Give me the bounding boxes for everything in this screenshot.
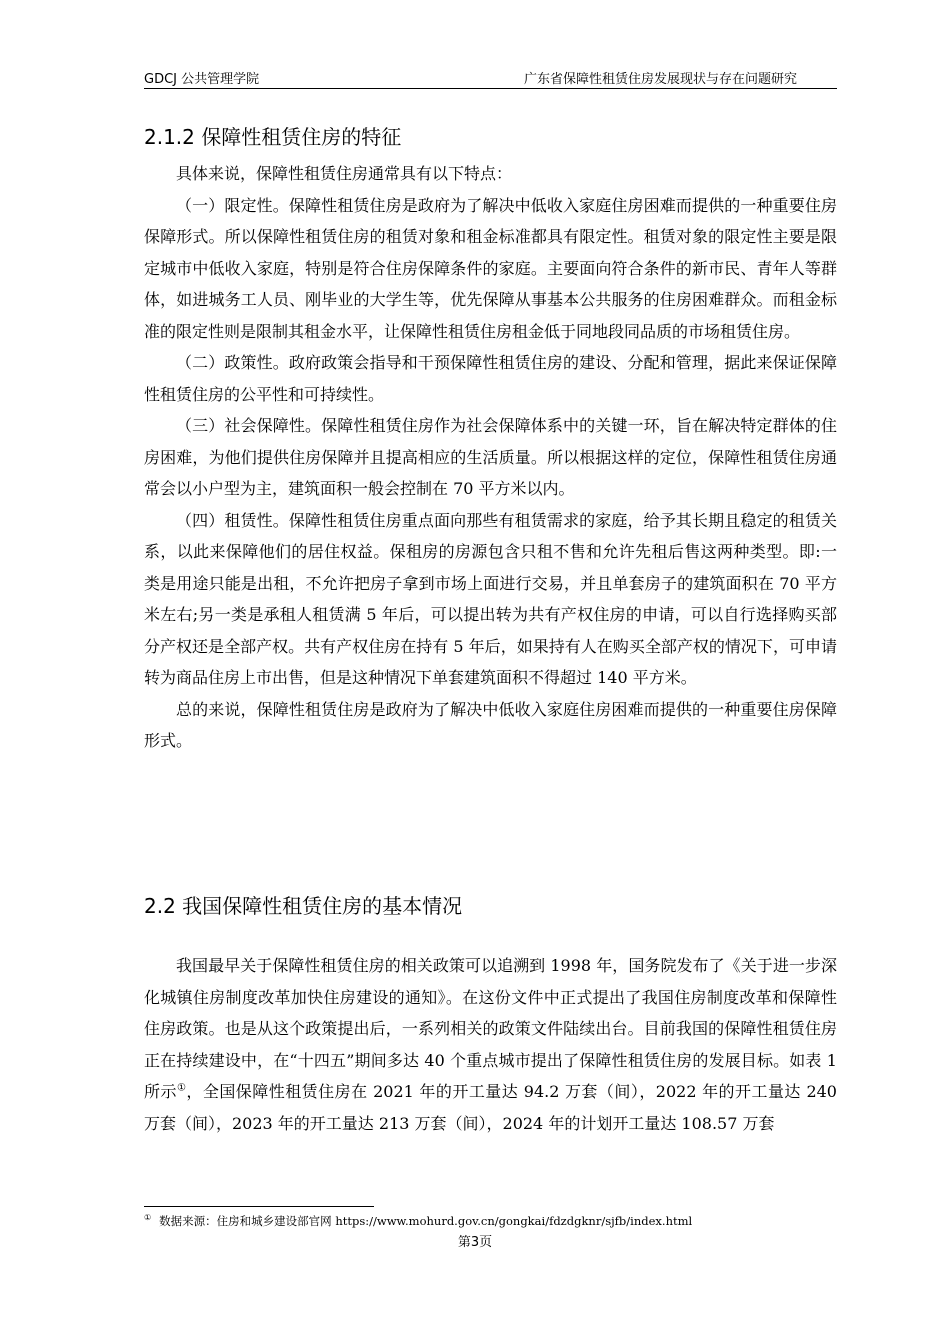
footnote-text: 数据来源：住房和城乡建设部官网 https://www.mohurd.gov.cn/gongkai/fdzdgknr/sjfb/index.html [159,1214,693,1228]
paragraph-rental: （四）租赁性。保障性租赁住房重点面向那些有租赁需求的家庭，给予其长期且稳定的租赁关系，以此来保障他们的居住权益。保租房的房源包含只租不售和允许先租后售这两种类型。即:一类是用途只能是出租，不允许把房子拿到市场上面进行交易，并且单套房子的建筑面积在 70 平方米左右;另一类是承租人租赁满 5 年后，可以提出转为共有产权住房的申请，可以自行选择购买部分产权还是全部产权。共有产权住房在持有 5 年后，如果持有人在购买全部产权的情况下，可申请转为商品住房上市出售，但是这种情况下单套建筑面积不得超过 140 平方米。 [144,510,837,687]
paragraph-history-text-a: 我国最早关于保障性租赁住房的相关政策可以追溯到 1998 年，国务院发布了《关于进一步深化城镇住房制度改革加快住房建设的通知》。在这份文件中正式提出了我国住房制度改革和保障性住房政策。也是从这个政策提出后，一系列相关的政策文件陆续出台。目前我国的保障性租赁住房正在持续建设中，在“十四五”期间多达 40 个重点城市提出了保障性租赁住房的发展目标。如表 1 所示 [144,956,837,1101]
paragraph-intro: 具体来说，保障性租赁住房通常具有以下特点： [176,164,513,183]
header-institution: GDCJ 公共管理学院 [144,72,260,87]
running-header [144,66,837,89]
paragraph-history [144,950,837,1139]
paragraph-history-text-b: ，全国保障性租赁住房在 2021 年的开工量达 94.2 万套（间），2022 年的开工量达 240 万套（间），2023 年的开工量达 213 万套（间），2024 年的计划开工量达 108.57 万套 [144,1082,837,1133]
paragraph-summary: 总的来说，保障性租赁住房是政府为了解决中低收入家庭住房困难而提供的一种重要住房保障形式。 [144,699,837,750]
footnote-divider [144,1206,374,1207]
header-paper-title: 广东省保障性租赁住房发展现状与存在问题研究 [523,72,797,87]
section-heading-2-1-2: 2.1.2 保障性租赁住房的特征 [144,125,402,149]
page-number: 第3页 [457,1235,493,1250]
section-2-2-body [144,950,837,1139]
footnote-reference[interactable]: ① [176,1082,187,1094]
footnote-mark: ① [144,1213,152,1222]
section-heading-2-2: 2.2 我国保障性租赁住房的基本情况 [144,894,463,918]
footnote [144,1213,692,1229]
paragraph-social-security: （三）社会保障性。保障性租赁住房作为社会保障体系中的关键一环，旨在解决特定群体的住房困难，为他们提供住房保障并且提高相应的生活质量。所以根据这样的定位，保障性租赁住房通常会以小户型为主，建筑面积一般会控制在 70 平方米以内。 [144,416,837,498]
section-2-1-2-body [144,158,837,757]
paragraph-limited: （一）限定性。保障性租赁住房是政府为了解决中低收入家庭住房困难而提供的一种重要住房保障形式。所以保障性租赁住房的租赁对象和租金标准都具有限定性。租赁对象的限定性主要是限定城市中低收入家庭，特别是符合住房保障条件的家庭。主要面向符合条件的新市民、青年人等群体，如进城务工人员、刚毕业的大学生等，优先保障从事基本公共服务的住房困难群众。而租金标准的限定性则是限制其租金水平，让保障性租赁住房租金低于同地段同品质的市场租赁住房。 [144,195,837,341]
paragraph-policy: （二）政策性。政府政策会指导和干预保障性租赁住房的建设、分配和管理，据此来保证保障性租赁住房的公平性和可持续性。 [144,353,837,404]
